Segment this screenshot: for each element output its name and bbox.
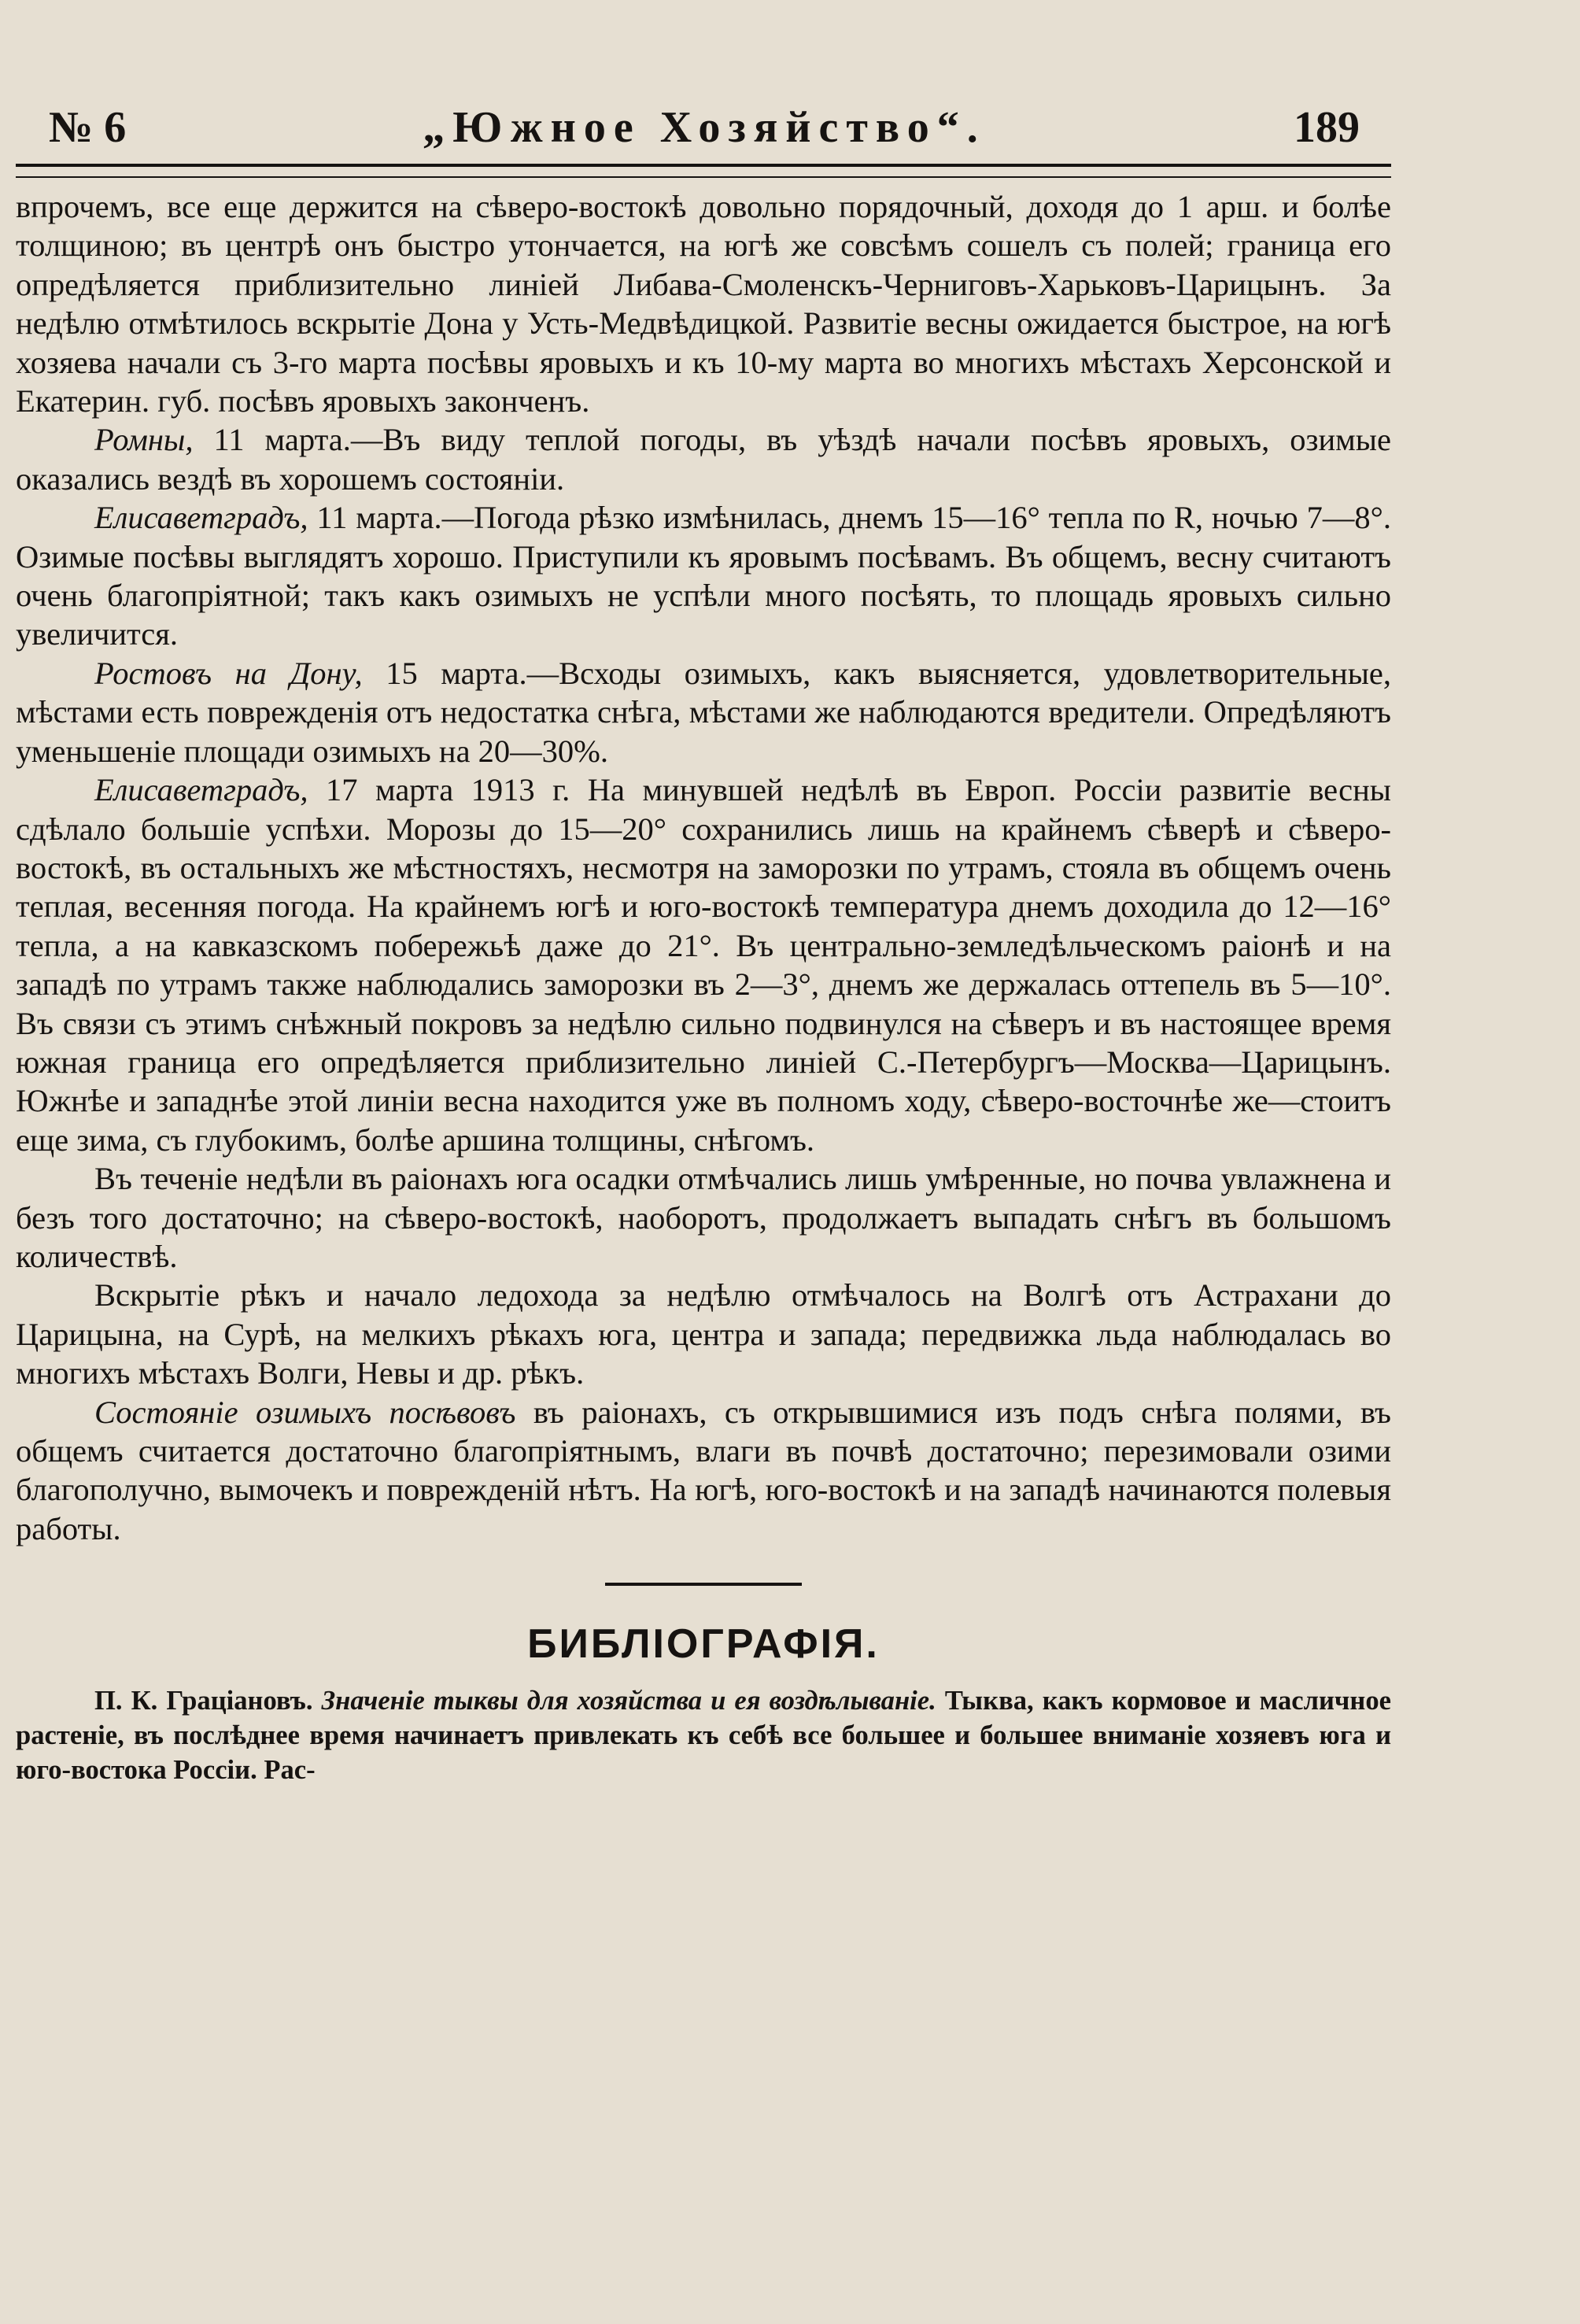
paragraph-3 <box>16 498 1391 654</box>
paragraph-8 <box>16 1393 1391 1549</box>
bibliography-book-title: Значеніе тыквы для хозяйства и ея воздѣлываніе. <box>321 1686 936 1716</box>
paragraph-text: Вскрытіе рѣкъ и начало ледохода за недѣлю отмѣчалось на Волгѣ отъ Астрахани до Царицына, на Сурѣ, на мелкихъ рѣкахъ юга, центра и запада; передвижка льда наблюдалась во многихъ мѣстахъ Волги, Невы и др. рѣкъ. <box>16 1277 1391 1391</box>
location-name: Ростовъ на Дону, <box>94 655 363 691</box>
article-body <box>16 187 1391 1548</box>
running-header <box>16 102 1391 164</box>
section-divider <box>605 1583 802 1586</box>
page-number: 189 <box>1293 103 1360 152</box>
journal-title: „Южное Хозяйство“. <box>423 103 986 152</box>
bibliography-paragraph <box>16 1683 1391 1787</box>
paragraph-1 <box>16 187 1391 420</box>
paragraph-7 <box>16 1276 1391 1392</box>
header-rule <box>16 164 1391 178</box>
paragraph-text: 17 марта 1913 г. На минувшей недѣлѣ въ Европ. Россіи развитіе весны сдѣлало большіе успѣхи. Морозы до 15—20° сохранились лишь на крайнемъ сѣверѣ и сѣверо-востокѣ, въ остальныхъ же мѣстностяхъ, несмотря на заморозки по утрамъ, стояла въ общемъ очень теплая, весенняя погода. На крайнемъ югѣ и юго-востокѣ температура днемъ доходила до 12—16° тепла, а на кавказскомъ побережьѣ даже до 21°. Въ центрально-земледѣльческомъ раіонѣ и на западѣ по утрамъ также наблюдались заморозки въ 2—3°, днемъ же держалась оттепель въ 5—10°. Въ связи съ этимъ снѣжный покровъ за недѣлю сильно подвинулся на сѣверъ и въ настоящее время южная граница его опредѣляется приблизительно линіей С.-Петербургъ—Москва—Царицынъ. Южнѣе и западнѣе этой линіи весна находится уже въ полномъ ходу, сѣверо-восточнѣе же—стоитъ еще зима, съ глубокимъ, болѣе аршина толщины, снѣгомъ. <box>16 772 1392 1158</box>
paragraph-2 <box>16 420 1391 498</box>
bibliography-text: Тыква, какъ кормовое и масличное растеніе, въ послѣднее время начинаетъ привлекать къ себѣ все большее и большее вниманіе хозяевъ юга и юго-востока Россіи. Рас- <box>16 1686 1391 1786</box>
bibliography-author: П. К. Грацiановъ. <box>94 1686 313 1716</box>
paragraph-text: 11 марта.—Погода рѣзко измѣнилась, днемъ 15—16° тепла по R, ночью 7—8°. Озимые посѣвы выглядятъ хорошо. Приступили къ яровымъ посѣвамъ. Въ общемъ, весну считаютъ очень благопріятной; такъ какъ озимыхъ не успѣли много посѣять, то площадь яровыхъ сильно увеличится. <box>16 500 1391 652</box>
paragraph-text: Въ теченіе недѣли въ раіонахъ юга осадки отмѣчались лишь умѣренные, но почва увлажнена и безъ того достаточно; на сѣверо-востокѣ, наоборотъ, продолжаетъ выпадать снѣгъ въ большомъ количествѣ. <box>16 1161 1391 1274</box>
bibliography-heading: БИБЛІОГРАФІЯ. <box>527 1621 880 1668</box>
paragraph-text: 11 марта.—Въ виду теплой погоды, въ уѣздѣ начали посѣвъ яровыхъ, озимые оказались вездѣ въ хорошемъ состояніи. <box>16 422 1391 497</box>
location-name: Елисаветградъ, <box>94 500 308 536</box>
paragraph-4 <box>16 654 1391 770</box>
bibliography-entry <box>16 1683 1391 1787</box>
paragraph-5 <box>16 770 1391 1159</box>
paragraph-text: впрочемъ, все еще держится на сѣверо-востокѣ довольно порядочный, доходя до 1 арш. и болѣе толщиною; въ центрѣ онъ быстро утончается, на югѣ же совсѣмъ сошелъ съ полей; граница его опредѣляется приблизительно линіей Либава-Смоленскъ-Черниговъ-Харьковъ-Царицынъ. За недѣлю отмѣтилось вскрытіе Дона у Усть-Медвѣдицкой. Развитіе весны ожидается быстрое, на югѣ хозяева начали съ 3-го марта посѣвы яровыхъ и къ 10-му марта во многихъ мѣстахъ Херсонской и Екатерин. губ. посѣвъ яровыхъ законченъ. <box>16 189 1391 419</box>
paragraph-6 <box>16 1159 1391 1276</box>
paragraph-text: 15 марта.—Всходы озимыхъ, какъ выясняется, удовлетворительные, мѣстами есть поврежденія отъ недостатка снѣга, мѣстами же наблюдаются вредители. Опредѣляютъ уменьшеніе площади озимыхъ на 20—30%. <box>16 655 1392 769</box>
subject-name: Состояніе озимыхъ посѣвовъ <box>94 1394 516 1430</box>
paragraph-text: въ раіонахъ, съ открывшимися изъ подъ снѣга полями, въ общемъ считается достаточно благопріятнымъ, влаги въ почвѣ достаточно; перезимовали озими благополучно, вымочекъ и поврежденій нѣтъ. На югѣ, юго-востокѣ и на западѣ начинаются полевыя работы. <box>16 1394 1391 1546</box>
location-name: Елисаветградъ, <box>94 772 308 808</box>
issue-number: № 6 <box>49 103 127 152</box>
location-name: Ромны, <box>94 422 194 458</box>
